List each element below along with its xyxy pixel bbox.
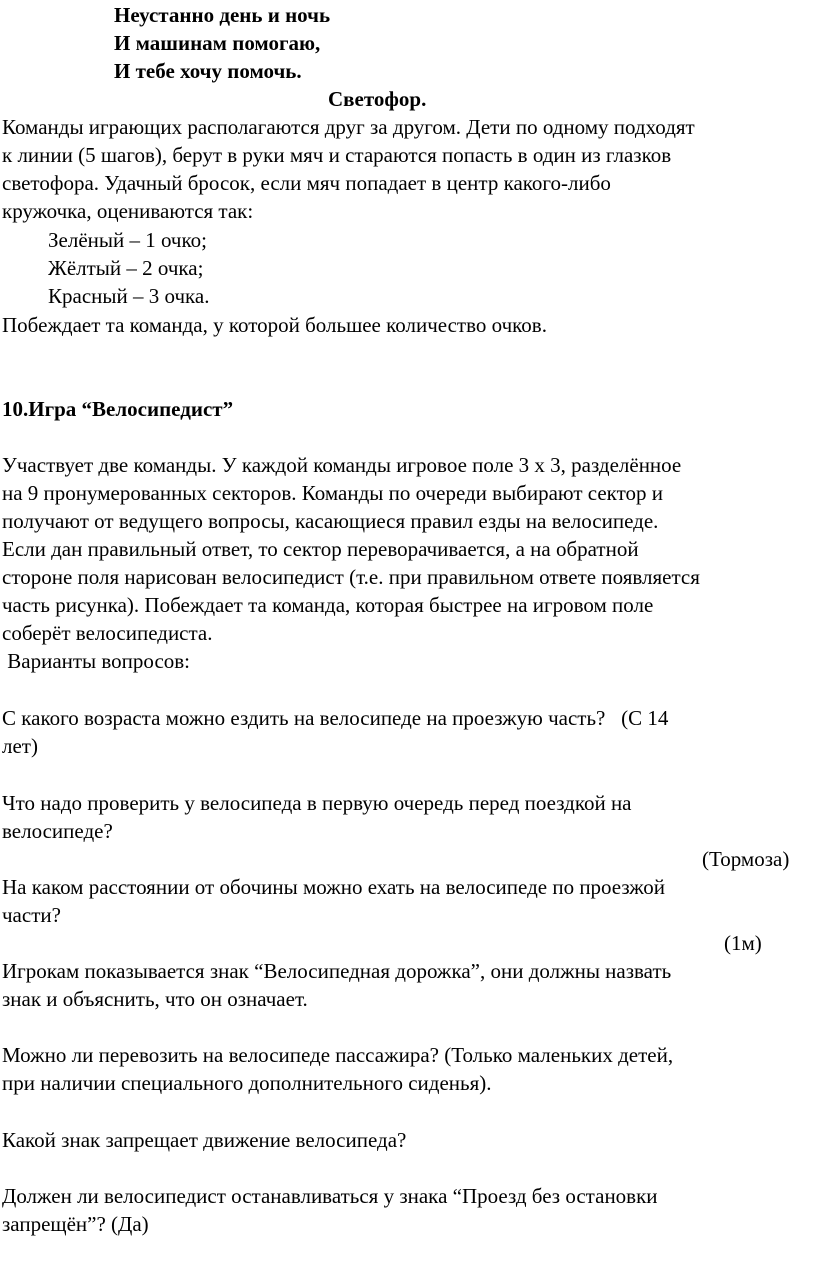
question-line: запрещён”? (Да)	[2, 1212, 149, 1236]
question-line: части?	[2, 903, 61, 927]
paragraph-line: получают от ведущего вопросы, касающиеся правил езды на велосипеде.	[2, 509, 659, 533]
question-line: лет)	[2, 734, 38, 758]
score-item-green: Зелёный – 1 очко;	[48, 228, 207, 252]
paragraph-line: часть рисунка). Побеждает та команда, которая быстрее на игровом поле	[2, 593, 654, 617]
paragraph-line: на 9 пронумерованных секторов. Команды по очереди выбирают сектор и	[2, 481, 663, 505]
question-line: На каком расстоянии от обочины можно ехать на велосипеде по проезжой	[2, 875, 666, 899]
section-title-svetofor: Светофор.	[328, 87, 427, 111]
answer-text: (Тормоза)	[702, 847, 790, 871]
question-line: Можно ли перевозить на велосипеде пассажира? (Только маленьких детей,	[2, 1043, 674, 1067]
question-line: С какого возраста можно ездить на велосипеде на проезжую часть? (С 14	[2, 706, 669, 730]
winner-line: Побеждает та команда, у которой большее количество очков.	[2, 313, 547, 337]
question-line: при наличии специального дополнительного сиденья).	[2, 1071, 492, 1095]
question-line: велосипеде?	[2, 819, 113, 843]
question-line: Что надо проверить у велосипеда в первую очередь перед поездкой на	[2, 791, 632, 815]
question-line: Какой знак запрещает движение велосипеда?	[2, 1128, 407, 1152]
score-item-red: Красный – 3 очка.	[48, 284, 210, 308]
poem-line: И машинам помогаю,	[114, 31, 321, 55]
question-line: знак и объяснить, что он означает.	[2, 987, 308, 1011]
section-title-velosipedist: 10.Игра “Велосипедист”	[2, 397, 234, 421]
paragraph-line: к линии (5 шагов), берут в руки мяч и стараются попасть в один из глазков	[2, 143, 672, 167]
paragraph-line: светофора. Удачный бросок, если мяч попадает в центр какого-либо	[2, 171, 611, 195]
poem-line: И тебе хочу помочь.	[114, 59, 302, 83]
question-line: Должен ли велосипедист останавливаться у знака “Проезд без остановки	[2, 1184, 658, 1208]
score-item-yellow: Жёлтый – 2 очка;	[48, 256, 204, 280]
paragraph-line: стороне поля нарисован велосипедист (т.е. при правильном ответе появляется	[2, 565, 700, 589]
poem-line: Неустанно день и ночь	[114, 3, 331, 27]
question-line: Игрокам показывается знак “Велосипедная дорожка”, они должны назвать	[2, 959, 672, 983]
paragraph-line: Участвует две команды. У каждой команды игровое поле 3 х 3, разделённое	[2, 453, 682, 477]
questions-heading: Варианты вопросов:	[2, 649, 191, 673]
answer-text: (1м)	[724, 931, 762, 955]
paragraph-line: Команды играющих располагаются друг за другом. Дети по одному подходят	[2, 115, 695, 139]
paragraph-line: Если дан правильный ответ, то сектор переворачивается, а на обратной	[2, 537, 639, 561]
paragraph-line: соберёт велосипедиста.	[2, 621, 213, 645]
paragraph-line: кружочка, оцениваются так:	[2, 199, 254, 223]
